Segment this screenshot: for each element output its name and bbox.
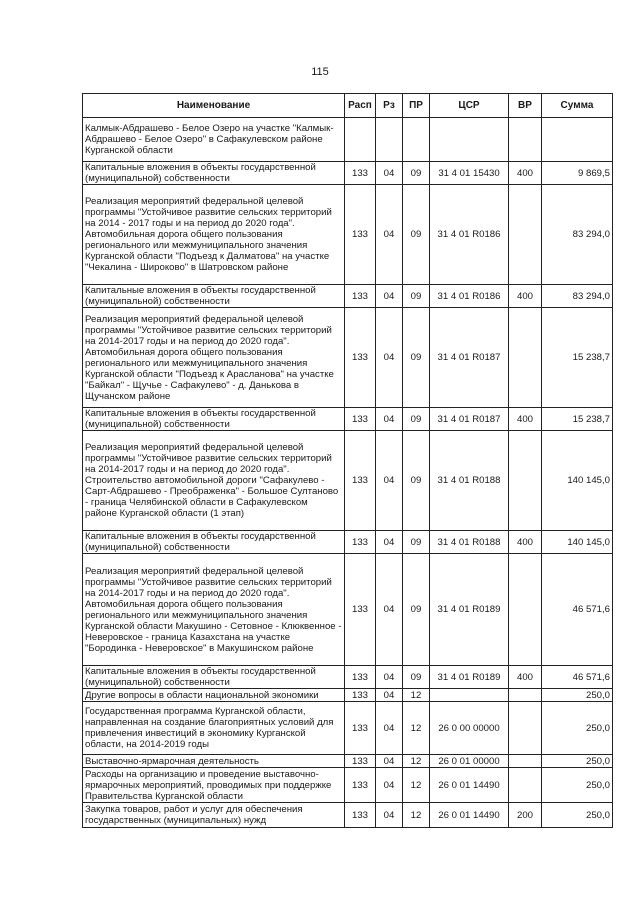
cell-pr: 12 (403, 689, 430, 702)
cell-rasp: 133 (345, 666, 376, 689)
cell-pr: 09 (403, 554, 430, 666)
cell-csr: 31 4 01 R0186 (430, 285, 509, 308)
cell-vr: 400 (509, 531, 542, 554)
table-row (83, 285, 613, 308)
cell-name: Другие вопросы в области национальной экономики (83, 689, 345, 702)
cell-pr: 12 (403, 803, 430, 828)
cell-rz (376, 118, 403, 162)
cell-vr: 400 (509, 666, 542, 689)
cell-name: Капитальные вложения в объекты государственной (муниципальной) собственности (83, 408, 345, 431)
cell-name: Реализация мероприятий федеральной целевой программы "Устойчивое развитие сельских территорий на 2014 - 2017 годы и на период до 2020 года". Автомобильная дорога общего пользования регионального или межмуниципального значения Курганской области "Подъезд к Далматова" на участке "Чекалина - Широково" в Шатровском районе (83, 185, 345, 285)
table-row (83, 803, 613, 828)
cell-sum (542, 118, 613, 162)
cell-rasp: 133 (345, 531, 376, 554)
cell-name: Капитальные вложения в объекты государственной (муниципальной) собственности (83, 531, 345, 554)
cell-csr: 31 4 01 R0186 (430, 185, 509, 285)
cell-name: Калмык-Абдрашево - Белое Озеро на участке "Калмык-Абдрашево - Белое Озеро" в Сафакулевском районе Курганской области (83, 118, 345, 162)
budget-table (82, 93, 613, 828)
cell-csr: 31 4 01 R0189 (430, 666, 509, 689)
cell-rasp: 133 (345, 554, 376, 666)
cell-rz: 04 (376, 803, 403, 828)
cell-pr: 09 (403, 185, 430, 285)
cell-name: Капитальные вложения в объекты государственной (муниципальной) собственности (83, 666, 345, 689)
table-row (83, 554, 613, 666)
cell-name: Закупка товаров, работ и услуг для обеспечения государственных (муниципальных) нужд (83, 803, 345, 828)
table-header-row (83, 94, 613, 118)
cell-pr: 09 (403, 431, 430, 531)
cell-sum: 15 238,7 (542, 308, 613, 408)
cell-rz: 04 (376, 702, 403, 755)
cell-sum: 250,0 (542, 768, 613, 803)
cell-rasp: 133 (345, 308, 376, 408)
cell-pr: 09 (403, 531, 430, 554)
cell-name: Реализация мероприятий федеральной целевой программы "Устойчивое развитие сельских территорий на 2014-2017 годы и на период до 2020 года". Автомобильная дорога общего пользования регионального или межмуниципального значения Курганской области Макушино - Сетовное - Клюквенное - Неверовское - граница Казахстана на участке "Бородинка - Неверовское" в Макушинском районе (83, 554, 345, 666)
cell-vr (509, 118, 542, 162)
cell-rasp (345, 118, 376, 162)
cell-csr: 31 4 01 R0188 (430, 531, 509, 554)
table-row (83, 768, 613, 803)
cell-csr: 31 4 01 R0188 (430, 431, 509, 531)
cell-csr: 26 0 00 00000 (430, 702, 509, 755)
cell-pr: 09 (403, 308, 430, 408)
cell-pr: 09 (403, 285, 430, 308)
cell-rz: 04 (376, 755, 403, 768)
cell-rasp: 133 (345, 408, 376, 431)
cell-csr: 31 4 01 R0189 (430, 554, 509, 666)
cell-sum: 140 145,0 (542, 531, 613, 554)
cell-csr (430, 689, 509, 702)
cell-pr: 09 (403, 408, 430, 431)
cell-rz: 04 (376, 162, 403, 185)
cell-vr: 400 (509, 285, 542, 308)
cell-csr: 26 0 01 00000 (430, 755, 509, 768)
cell-csr: 31 4 01 R0187 (430, 408, 509, 431)
table-row (83, 431, 613, 531)
cell-vr: 400 (509, 408, 542, 431)
cell-vr (509, 308, 542, 408)
cell-sum: 46 571,6 (542, 666, 613, 689)
cell-sum: 140 145,0 (542, 431, 613, 531)
table-row (83, 308, 613, 408)
table-row (83, 689, 613, 702)
cell-name: Капитальные вложения в объекты государственной (муниципальной) собственности (83, 162, 345, 185)
cell-pr: 09 (403, 162, 430, 185)
cell-rasp: 133 (345, 689, 376, 702)
cell-rasp: 133 (345, 285, 376, 308)
cell-csr: 31 4 01 R0187 (430, 308, 509, 408)
cell-rz: 04 (376, 185, 403, 285)
cell-rasp: 133 (345, 803, 376, 828)
cell-pr: 09 (403, 666, 430, 689)
cell-name: Государственная программа Курганской области, направленная на создание благоприятных условий для привлечения инвестиций в экономику Курганской области, на 2014-2019 годы (83, 702, 345, 755)
cell-rz: 04 (376, 431, 403, 531)
cell-sum: 15 238,7 (542, 408, 613, 431)
header-csr: ЦСР (430, 94, 509, 118)
cell-rasp: 133 (345, 162, 376, 185)
table-row (83, 118, 613, 162)
cell-vr (509, 702, 542, 755)
cell-rasp: 133 (345, 431, 376, 531)
cell-pr (403, 118, 430, 162)
cell-csr: 26 0 01 14490 (430, 803, 509, 828)
cell-vr (509, 431, 542, 531)
header-rasp: Расп (345, 94, 376, 118)
cell-csr: 26 0 01 14490 (430, 768, 509, 803)
header-rz: Рз (376, 94, 403, 118)
cell-sum: 9 869,5 (542, 162, 613, 185)
cell-sum: 83 294,0 (542, 185, 613, 285)
cell-name: Реализация мероприятий федеральной целевой программы "Устойчивое развитие сельских территорий на 2014-2017 годы и на период до 2020 года". Автомобильная дорога общего пользования регионального или межмуниципального значения Курганской области "Подъезд к Арасланова" на участке "Байкал" - Щучье - Сафакулево" - д. Данькова в Щучанском районе (83, 308, 345, 408)
cell-pr: 12 (403, 702, 430, 755)
header-pr: ПР (403, 94, 430, 118)
header-vr: ВР (509, 94, 542, 118)
cell-rz: 04 (376, 666, 403, 689)
table-row (83, 755, 613, 768)
cell-vr (509, 755, 542, 768)
cell-rasp: 133 (345, 185, 376, 285)
cell-rasp: 133 (345, 702, 376, 755)
table-row (83, 531, 613, 554)
cell-sum: 250,0 (542, 755, 613, 768)
cell-vr: 200 (509, 803, 542, 828)
cell-vr (509, 554, 542, 666)
table-row (83, 408, 613, 431)
cell-name: Выставочно-ярмарочная деятельность (83, 755, 345, 768)
cell-name: Реализация мероприятий федеральной целевой программы "Устойчивое развитие сельских территорий на 2014-2017 годы и на период до 2020 года". Строительство автомобильной дороги "Сафакулево - Сарт-Абдрашево - Преображенка" - Большое Султаново - граница Челябинской области в Сафакулевском районе Курганской области (1 этап) (83, 431, 345, 531)
cell-rz: 04 (376, 554, 403, 666)
cell-rasp: 133 (345, 768, 376, 803)
cell-sum: 46 571,6 (542, 554, 613, 666)
cell-pr: 12 (403, 768, 430, 803)
cell-csr: 31 4 01 15430 (430, 162, 509, 185)
cell-sum: 250,0 (542, 803, 613, 828)
cell-vr (509, 185, 542, 285)
cell-rz: 04 (376, 308, 403, 408)
cell-pr: 12 (403, 755, 430, 768)
cell-vr: 400 (509, 162, 542, 185)
table-row (83, 702, 613, 755)
table-row (83, 185, 613, 285)
table-row (83, 666, 613, 689)
cell-sum: 250,0 (542, 689, 613, 702)
cell-csr (430, 118, 509, 162)
header-name: Наименование (83, 94, 345, 118)
table-body (83, 118, 613, 828)
page-number: 115 (311, 66, 329, 78)
cell-rz: 04 (376, 689, 403, 702)
cell-rz: 04 (376, 408, 403, 431)
cell-rz: 04 (376, 285, 403, 308)
cell-rasp: 133 (345, 755, 376, 768)
header-sum: Сумма (542, 94, 613, 118)
cell-sum: 250,0 (542, 702, 613, 755)
cell-name: Расходы на организацию и проведение выставочно-ярмарочных мероприятий, проводимых при поддержке Правительства Курганской области (83, 768, 345, 803)
cell-vr (509, 768, 542, 803)
cell-name: Капитальные вложения в объекты государственной (муниципальной) собственности (83, 285, 345, 308)
cell-rz: 04 (376, 768, 403, 803)
table-row (83, 162, 613, 185)
cell-vr (509, 689, 542, 702)
cell-sum: 83 294,0 (542, 285, 613, 308)
cell-rz: 04 (376, 531, 403, 554)
